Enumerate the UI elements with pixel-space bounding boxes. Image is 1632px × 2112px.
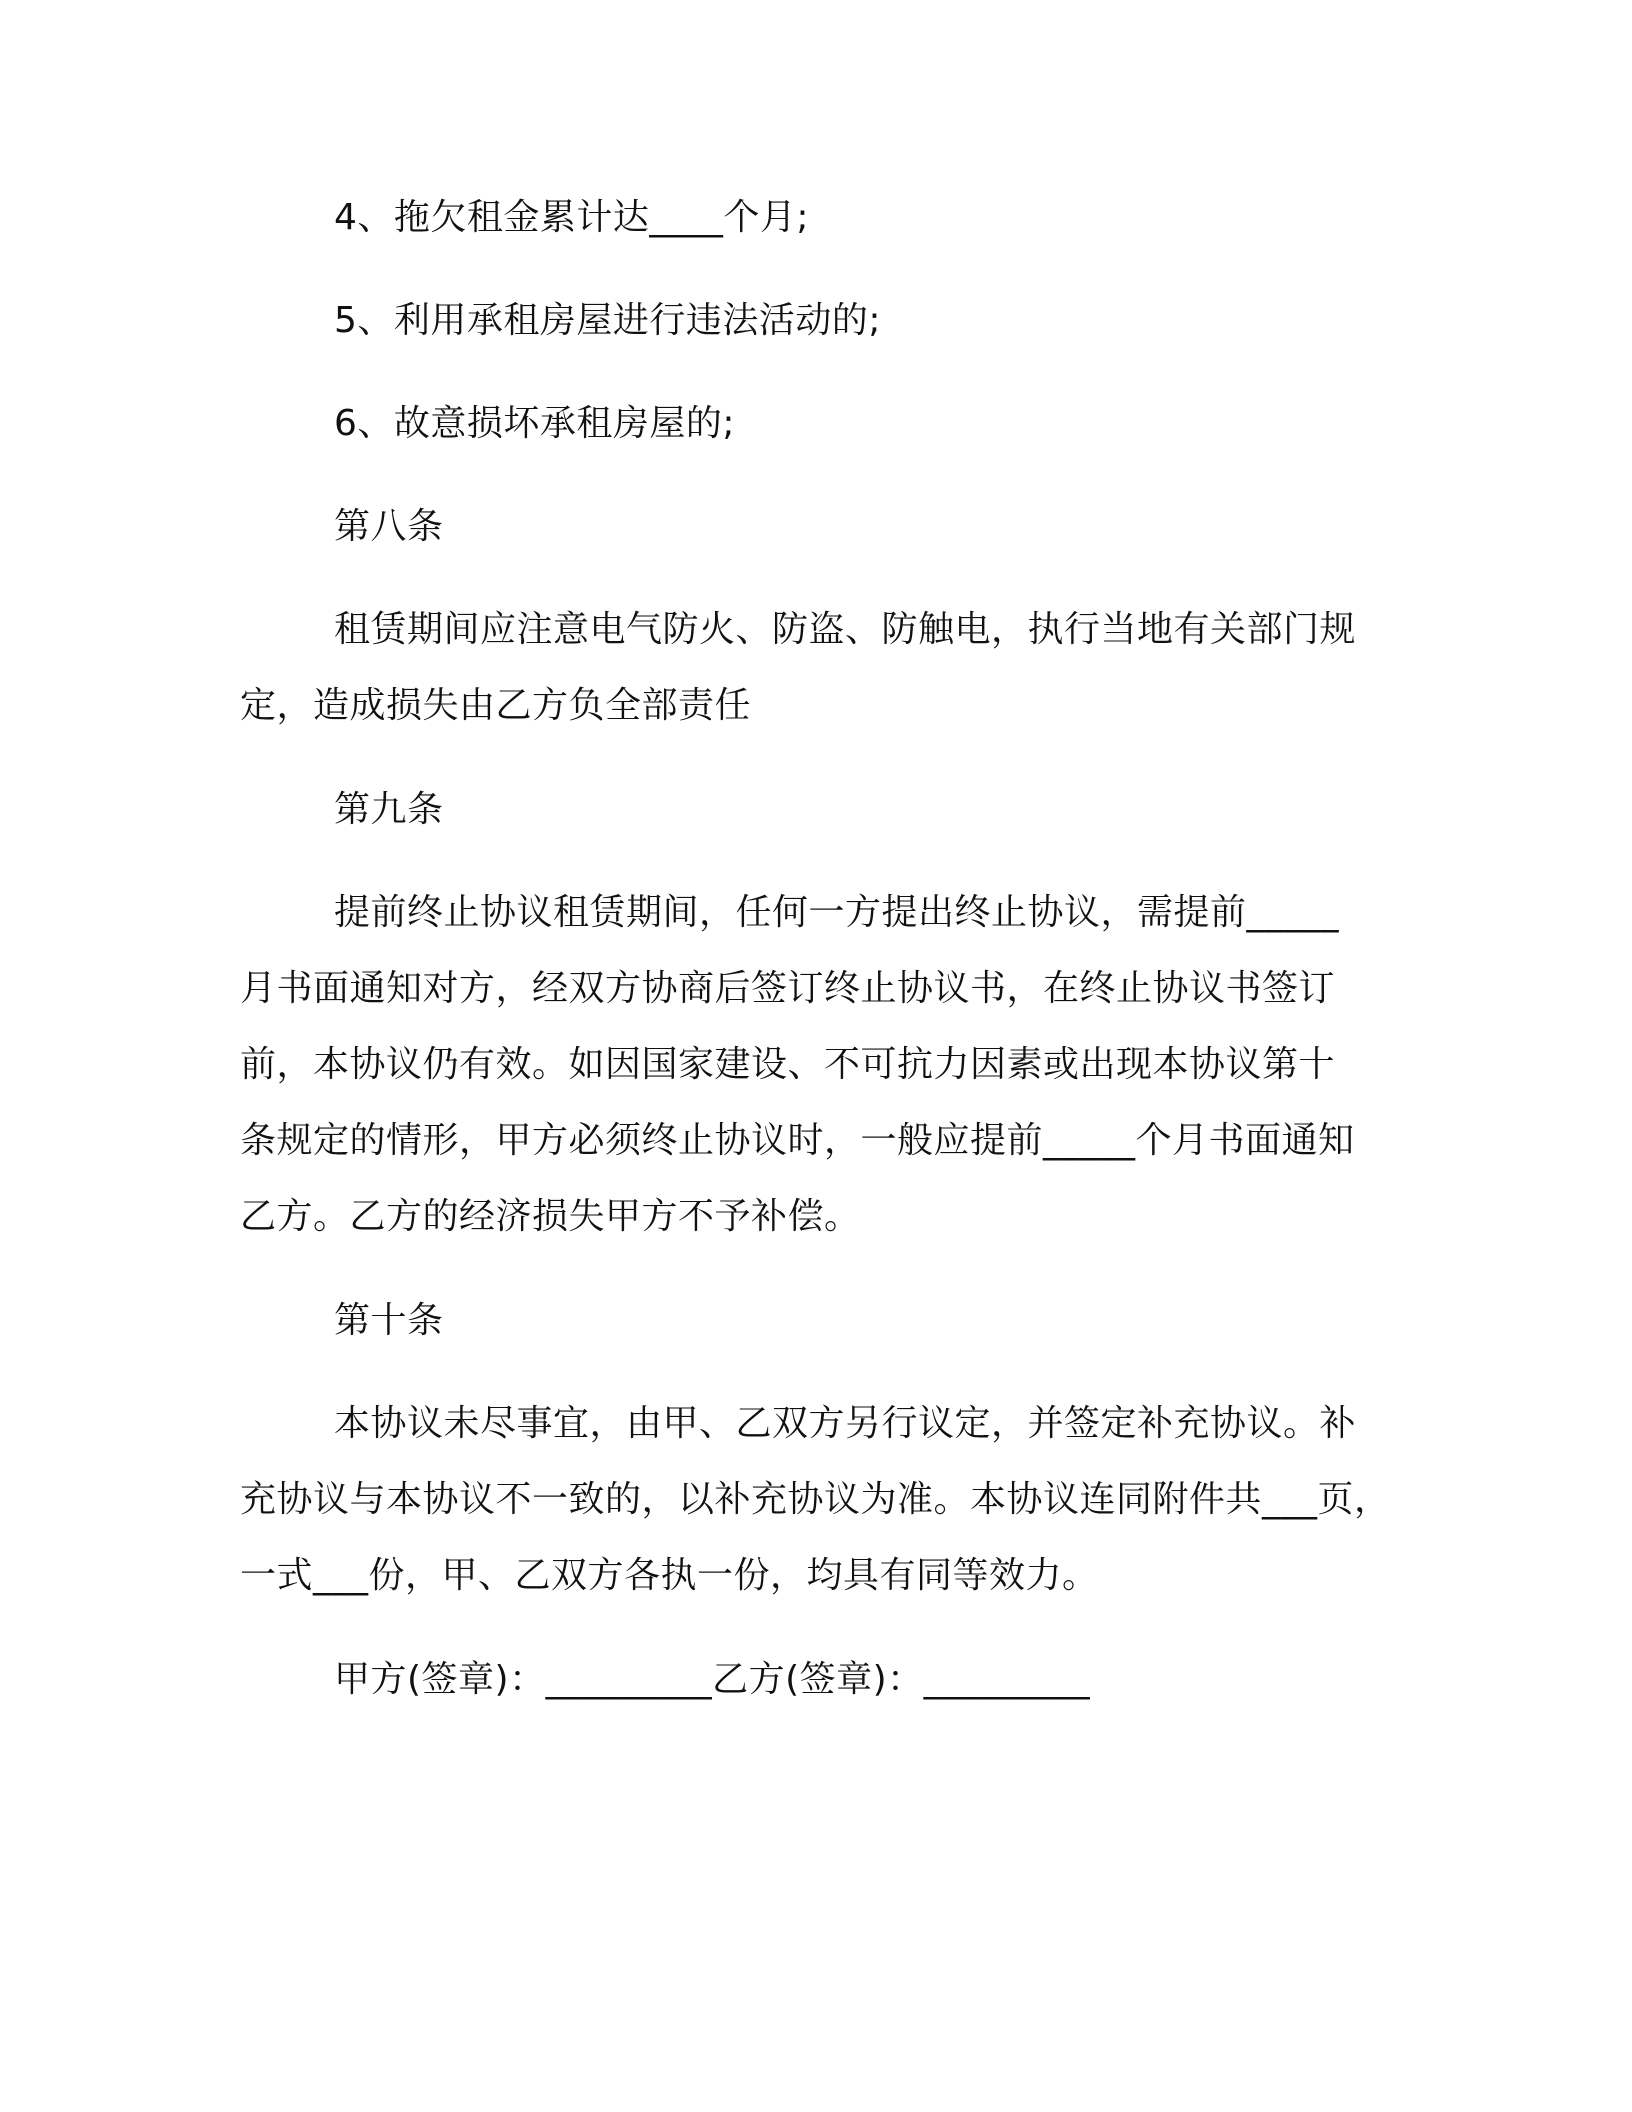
- article-10-text-line: 一式___份，甲、乙双方各执一份，均具有同等效力。: [240, 1555, 1099, 1596]
- clause-item-6: 6、故意损坏承租房屋的;: [334, 403, 736, 444]
- article-10-heading: 第十条: [334, 1300, 444, 1341]
- clause-item-5: 5、利用承租房屋进行违法活动的;: [334, 300, 882, 341]
- article-9-text-line: 前，本协议仍有效。如因国家建设、不可抗力因素或出现本协议第十: [240, 1044, 1336, 1085]
- article-8-text-line: 定，造成损失由乙方负全部责任: [240, 685, 752, 726]
- signature-line: 甲方(签章)：_________乙方(签章)：_________: [334, 1659, 1091, 1700]
- article-10-text-line: 本协议未尽事宜，由甲、乙双方另行议定，并签定补充协议。补: [334, 1403, 1357, 1444]
- article-9-text-line: 月书面通知对方，经双方协商后签订终止协议书，在终止协议书签订: [240, 968, 1336, 1009]
- article-9-text-line: 乙方。乙方的经济损失甲方不予补偿。: [240, 1196, 861, 1237]
- clause-item-4: 4、拖欠租金累计达____个月;: [334, 197, 810, 238]
- article-10-text-line: 充协议与本协议不一致的，以补充协议为准。本协议连同附件共___页，: [240, 1479, 1391, 1520]
- article-9-text-line: 提前终止协议租赁期间，任何一方提出终止协议，需提前_____: [334, 892, 1340, 933]
- article-8-heading: 第八条: [334, 506, 444, 547]
- article-9-text-line: 条规定的情形，甲方必须终止协议时，一般应提前_____个月书面通知: [240, 1120, 1355, 1161]
- article-8-text-line: 租赁期间应注意电气防火、防盗、防触电，执行当地有关部门规: [334, 609, 1357, 650]
- article-9-heading: 第九条: [334, 789, 444, 830]
